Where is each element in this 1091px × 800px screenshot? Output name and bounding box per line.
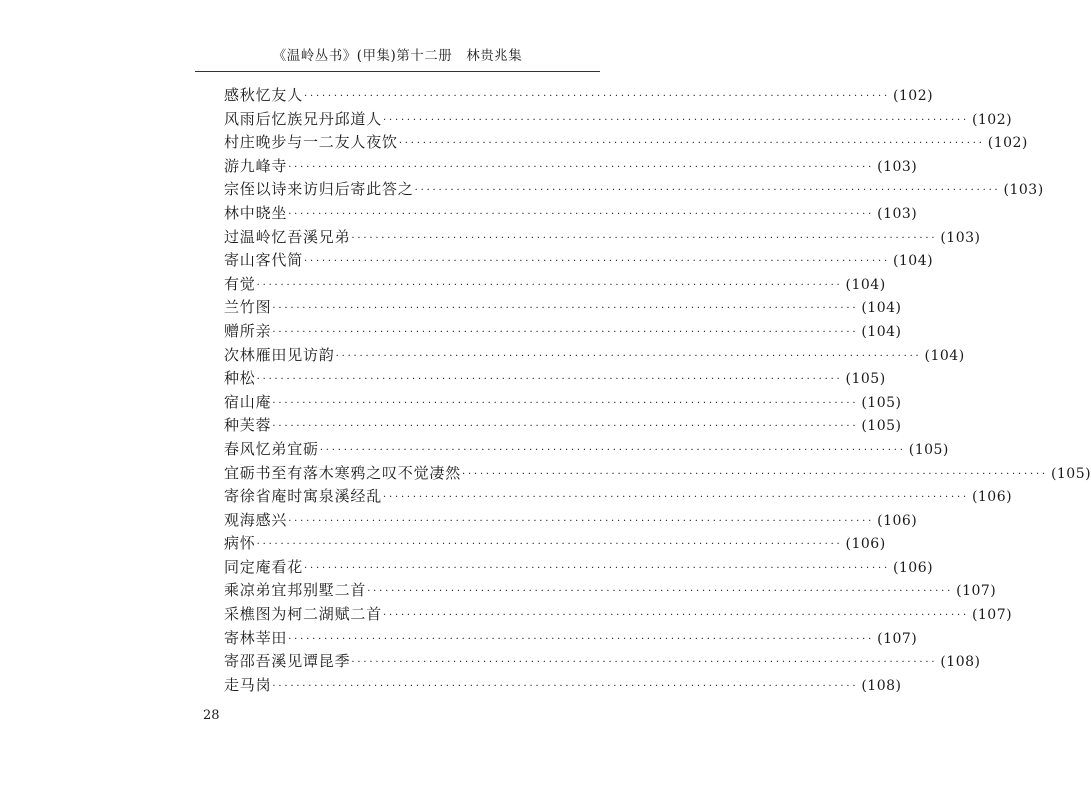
toc-entry xyxy=(224,202,918,226)
toc-entry xyxy=(224,249,934,273)
toc-dot-leader: ·································································································· xyxy=(414,185,1001,197)
toc-entry-title: 过温岭忆吾溪兄弟 xyxy=(224,227,351,246)
toc-entry xyxy=(224,674,902,698)
toc-entry-page: (104) xyxy=(861,323,902,340)
toc-entry-page: (105) xyxy=(908,441,949,458)
toc-dot-leader: ·································································································· xyxy=(304,256,890,268)
header-rule xyxy=(195,71,600,72)
toc-entry-title: 村庄晚步与一二友人夜饮 xyxy=(224,133,398,152)
toc-entry xyxy=(224,532,886,556)
toc-entry xyxy=(224,438,949,462)
toc-entry-page: (105) xyxy=(861,394,902,411)
toc-dot-leader: ·································································································· xyxy=(319,444,906,456)
toc-entry xyxy=(224,84,934,108)
toc-dot-leader: ·································································································· xyxy=(256,279,843,291)
toc-dot-leader: ·································································································· xyxy=(351,232,938,244)
toc-entry-page: (102) xyxy=(892,88,934,104)
toc-entry-page: (107) xyxy=(956,583,997,600)
toc-entry xyxy=(224,155,918,179)
toc-entry-title: 春风忆弟宜砺 xyxy=(224,439,319,458)
toc-entry-title: 观海感兴 xyxy=(224,510,288,529)
toc-dot-leader: ·································································································· xyxy=(272,326,859,338)
toc-entry-title: 宜砺书至有落木寒鸦之叹不觉凄然 xyxy=(224,463,462,482)
toc-entry-title: 次林雁田见访韵 xyxy=(224,345,335,364)
toc-entry xyxy=(224,131,1028,155)
toc-entry-page: (104) xyxy=(892,253,934,270)
toc-entry-title: 寄徐省庵时寓泉溪经乱 xyxy=(224,487,383,506)
toc-entry xyxy=(224,296,902,320)
toc-entry-page: (107) xyxy=(971,607,1013,624)
toc-entry-title: 有觉 xyxy=(224,274,256,293)
toc-entry-page: (107) xyxy=(877,630,918,647)
toc-entry-page: (105) xyxy=(1050,465,1091,482)
toc-entry xyxy=(224,391,902,415)
toc-dot-leader: ·································································································· xyxy=(462,468,1048,480)
toc-entry-page: (104) xyxy=(845,276,886,293)
toc-entry xyxy=(224,226,981,250)
toc-entry xyxy=(224,485,1013,509)
toc-dot-leader: ·································································································· xyxy=(367,586,954,598)
page-number: 28 xyxy=(203,708,220,723)
toc-entry-page: (104) xyxy=(861,300,902,317)
toc-entry xyxy=(224,273,886,297)
toc-dot-leader: ·································································································· xyxy=(272,397,859,409)
toc-entry-title: 感秋忆友人 xyxy=(224,86,304,104)
toc-entry xyxy=(224,344,965,368)
toc-entry xyxy=(224,509,918,533)
toc-entry-title: 宿山庵 xyxy=(224,392,272,411)
toc-entry xyxy=(224,320,902,344)
toc-entry-page: (106) xyxy=(971,489,1013,506)
toc-entry xyxy=(224,108,1013,132)
toc-dot-leader: ·································································································· xyxy=(288,515,875,527)
toc-dot-leader: ·································································································· xyxy=(288,161,875,173)
toc-dot-leader: ·································································································· xyxy=(288,208,875,220)
toc-entry-page: (106) xyxy=(845,536,886,553)
toc-entry-page: (103) xyxy=(1003,182,1044,199)
toc-dot-leader: ·································································································· xyxy=(272,680,859,692)
toc-entry-page: (106) xyxy=(877,512,918,529)
toc-dot-leader: ·································································································· xyxy=(335,350,922,362)
toc-entry-title: 寄林莘田 xyxy=(224,628,288,647)
toc-entry-title: 寄邵吾溪见谭昆季 xyxy=(224,652,351,671)
toc-entry xyxy=(224,178,1044,202)
toc-entry-title: 游九峰寺 xyxy=(224,156,288,175)
running-header: 《温岭丛书》(甲集)第十二册 林贵兆集 xyxy=(272,48,523,64)
toc-entry-page: (106) xyxy=(892,559,934,576)
toc-entry xyxy=(224,367,886,391)
toc-entry-title: 种松 xyxy=(224,369,256,388)
toc-entry-title: 赠所亲 xyxy=(224,321,272,340)
toc-entry-title: 寄山客代简 xyxy=(224,251,304,270)
toc-entry-title: 同定庵看花 xyxy=(224,557,304,576)
toc-entry-page: (102) xyxy=(987,135,1028,152)
toc-entry-title: 种芙蓉 xyxy=(224,416,272,435)
toc-entry-title: 采樵图为柯二湖赋二首 xyxy=(224,605,383,624)
toc-dot-leader: ·································································································· xyxy=(351,657,938,669)
toc-dot-leader: ·································································································· xyxy=(398,138,985,150)
toc-entry-page: (108) xyxy=(940,654,981,671)
toc-dot-leader: ·································································································· xyxy=(383,492,969,504)
toc-dot-leader: ·································································································· xyxy=(256,539,843,551)
toc-entry-title: 兰竹图 xyxy=(224,298,272,317)
toc-entry xyxy=(224,603,1013,627)
toc-entry xyxy=(224,650,981,674)
toc-entry-page: (105) xyxy=(845,371,886,388)
toc-dot-leader: ·································································································· xyxy=(272,421,859,433)
toc-entry-page: (103) xyxy=(940,229,981,246)
toc-entry-page: (103) xyxy=(877,158,918,175)
toc-entry-page: (105) xyxy=(861,418,902,435)
toc-entry-title: 病怀 xyxy=(224,534,256,553)
toc-entry xyxy=(224,579,997,603)
toc-entry-title: 宗侄以诗来访归后寄此答之 xyxy=(224,180,414,199)
toc-dot-leader: ·································································································· xyxy=(383,114,969,126)
toc-dot-leader: ·································································································· xyxy=(383,610,969,622)
toc-entry xyxy=(224,556,934,580)
toc-entry-page: (104) xyxy=(924,347,965,364)
toc-entry-title: 林中晓坐 xyxy=(224,203,288,222)
toc-entry-title: 乘凉弟宜邦别墅二首 xyxy=(224,581,367,600)
toc-entry xyxy=(224,627,918,651)
toc-entry xyxy=(224,462,1091,486)
toc-dot-leader: ·································································································· xyxy=(304,91,890,102)
toc-dot-leader: ·································································································· xyxy=(304,562,890,574)
table-of-contents xyxy=(224,84,1091,697)
toc-entry-page: (108) xyxy=(861,677,902,694)
toc-entry-title: 走马岗 xyxy=(224,675,272,694)
toc-dot-leader: ·································································································· xyxy=(256,374,843,386)
toc-entry-page: (103) xyxy=(877,205,918,222)
toc-entry xyxy=(224,414,902,438)
toc-entry-page: (102) xyxy=(971,111,1013,128)
toc-dot-leader: ·································································································· xyxy=(288,633,875,645)
toc-dot-leader: ·································································································· xyxy=(272,303,859,315)
toc-entry-title: 风雨后忆族兄丹邱道人 xyxy=(224,109,383,128)
